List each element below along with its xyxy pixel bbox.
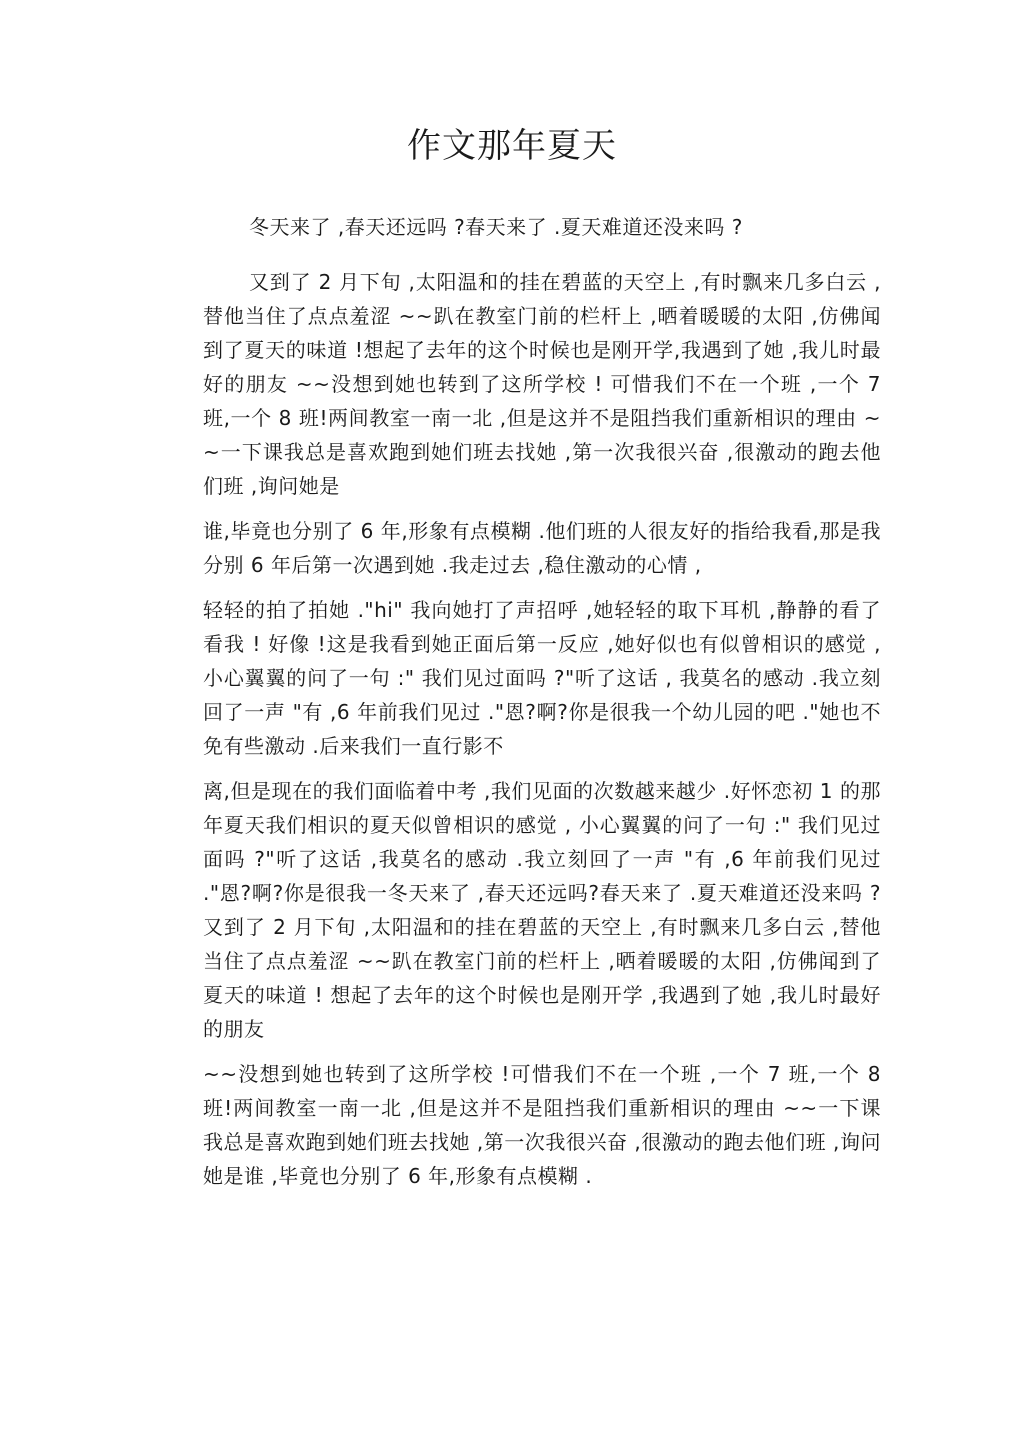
document-title: 作文那年夏天 — [407, 126, 617, 166]
paragraph-5: 离,但是现在的我们面临着中考 ,我们见面的次数越来越少 .好怀恋初 1 的那年夏天我们相识的夏天似曾相识的感觉 , 小心翼翼的问了一句 :" 我们见过面吗 ?"听了这话 ,我莫名的感动 .我立刻回了一声 "有 ,6 年前我们见过 ."恩?啊?你是很我一冬天来了 ,春天还远吗?春天来了 .夏天难道还没来吗 ?又到了 2 月下旬 ,太阳温和的挂在碧蓝的天空上 ,有时飘来几多白云 ,替他当住了点点羞涩 ~~趴在教室门前的栏杆上 ,晒着暖暖的太阳 ,仿佛闻到了夏天的味道 ! 想起了去年的这个时候也是刚开学 ,我遇到了她 ,我儿时最好的朋友 — [203, 779, 881, 1041]
document-body — [203, 210, 881, 1193]
paragraph-4: 轻轻的拍了拍她 ."hi" 我向她打了声招呼 ,她轻轻的取下耳机 ,静静的看了看我 ! 好像 !这是我看到她正面后第一反应 ,她好似也有似曾相识的感觉 , 小心翼翼的问了一句 :" 我们见过面吗 ?"听了这话 , 我莫名的感动 .我立刻回了一声 "有 ,6 年前我们见过 ."恩?啊?你是很我一个幼儿园的吧 ."她也不免有些激动 .后来我们一直行影不 — [203, 598, 881, 758]
paragraph-3: 谁,毕竟也分别了 6 年,形象有点模糊 .他们班的人很友好的指给我看,那是我分别 6 年后第一次遇到她 .我走过去 ,稳住激动的心情 , — [203, 519, 881, 577]
paragraph-1: 冬天来了 ,春天还远吗 ?春天来了 .夏天难道还没来吗 ? — [249, 215, 743, 239]
paragraph-2: 又到了 2 月下旬 ,太阳温和的挂在碧蓝的天空上 ,有时飘来几多白云 ,替他当住了点点羞涩 ~~趴在教室门前的栏杆上 ,晒着暖暖的太阳 ,仿佛闻到了夏天的味道 !想起了去年的这个时候也是刚开学,我遇到了她 ,我儿时最好的朋友 ~~没想到她也转到了这所学校 ! 可惜我们不在一个班 ,一个 7 班,一个 8 班!两间教室一南一北 ,但是这并不是阻挡我们重新相识的理由 ~~一下课我总是喜欢跑到她们班去找她 ,第一次我很兴奋 ,很激动的跑去他们班 ,询问她是 — [203, 270, 881, 498]
paragraph-6: ~~没想到她也转到了这所学校 !可惜我们不在一个班 ,一个 7 班,一个 8 班!两间教室一南一北 ,但是这并不是阻挡我们重新相识的理由 ~~一下课我总是喜欢跑到她们班去找她 ,第一次我很兴奋 ,很激动的跑去他们班 ,询问她是谁 ,毕竟也分别了 6 年,形象有点模糊 . — [203, 1062, 881, 1188]
